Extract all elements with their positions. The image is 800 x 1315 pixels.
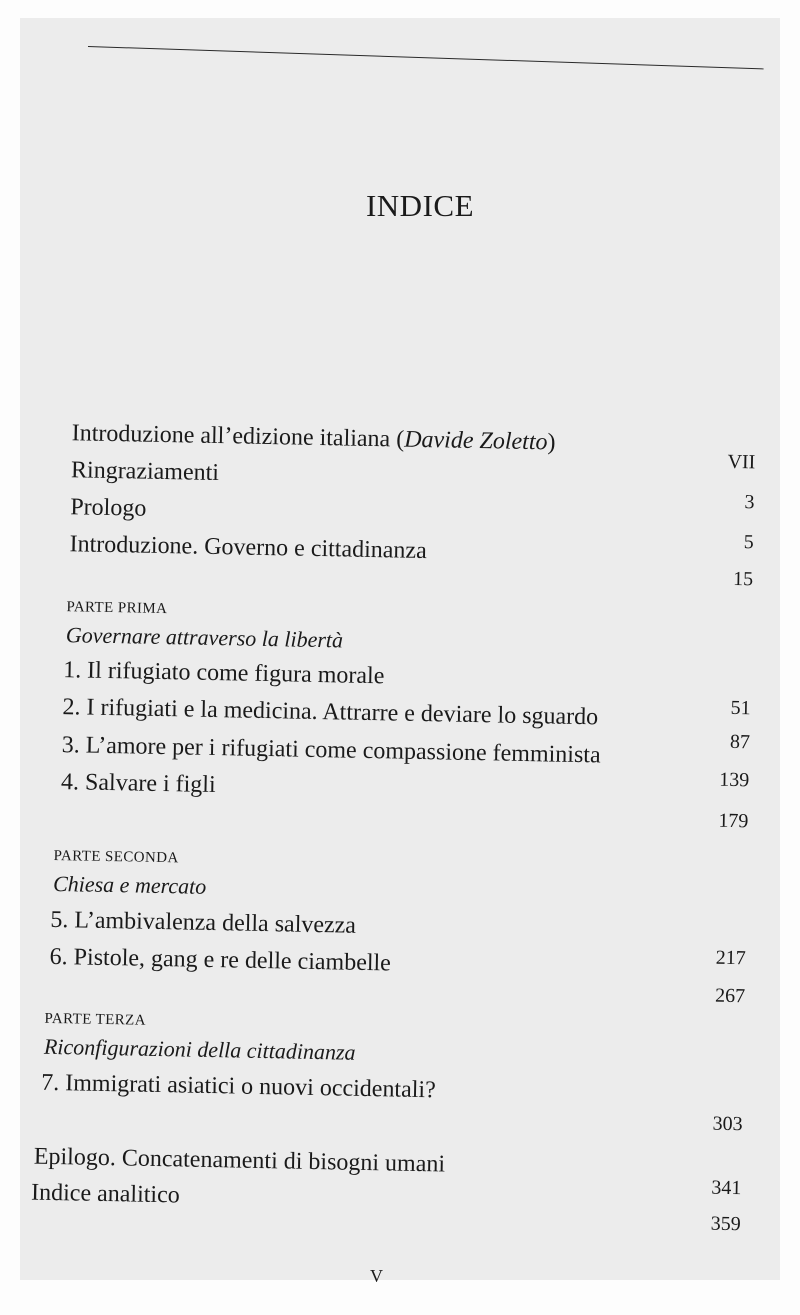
toc-entry[interactable]: 3. L’amore per i rifugiati come compassione femminista <box>61 732 601 769</box>
toc-page-number: 267 <box>714 984 746 1008</box>
toc-entry[interactable]: 6. Pistole, gang e re delle ciambelle <box>49 943 392 977</box>
page-folio: V <box>370 1266 383 1286</box>
toc-page-number: 303 <box>712 1112 743 1136</box>
toc-entry[interactable]: Ringraziamenti <box>70 457 220 487</box>
part-label: PARTE PRIMA <box>66 599 168 618</box>
toc-entry-editor: Davide Zoletto <box>403 426 548 456</box>
toc-page-number: 15 <box>732 567 754 591</box>
toc-page-number: 51 <box>730 696 751 720</box>
toc-page-number: 179 <box>718 809 749 833</box>
toc-page-number: 3 <box>744 491 755 514</box>
toc-page-number: 87 <box>729 730 751 754</box>
toc-page-number: 139 <box>719 768 750 792</box>
part-title: Chiesa e mercato <box>52 870 207 899</box>
toc-entry[interactable]: Prologo <box>70 494 147 522</box>
toc-page-number: 217 <box>715 946 747 970</box>
toc-entry-title: Introduzione all’edizione italiana ( <box>71 420 405 453</box>
toc-page-number: 341 <box>711 1176 742 1200</box>
toc-entry[interactable]: 1. Il rifugiato come figura morale <box>62 657 385 690</box>
toc-entry[interactable]: Epilogo. Concatenamenti di bisogni umani <box>33 1143 446 1178</box>
toc-page-number: VII <box>727 450 756 474</box>
toc-entry[interactable]: 5. L’ambivalenza della salvezza <box>50 906 357 939</box>
page-title: INDICE <box>365 188 475 223</box>
toc-page-number: 5 <box>743 531 754 554</box>
toc-entry[interactable]: 7. Immigrati asiatici o nuovi occidentali? <box>41 1069 436 1104</box>
part-title: Governare attraverso la libertà <box>65 622 344 653</box>
toc-entry[interactable] <box>71 420 555 456</box>
toc-entry[interactable]: 4. Salvare i figli <box>60 769 216 799</box>
part-label: PARTE SECONDA <box>53 847 179 867</box>
toc-entry[interactable]: 2. I rifugiati e la medicina. Attrarre e deviare lo sguardo <box>62 694 599 731</box>
toc-entry[interactable]: Indice analitico <box>30 1179 180 1209</box>
part-label: PARTE TERZA <box>44 1010 147 1029</box>
toc-page-number: 359 <box>710 1212 741 1236</box>
toc-entry-close: ) <box>547 429 556 456</box>
part-title: Riconfigurazioni della cittadinanza <box>43 1033 356 1065</box>
toc-entry[interactable]: Introduzione. Governo e cittadinanza <box>69 531 427 565</box>
